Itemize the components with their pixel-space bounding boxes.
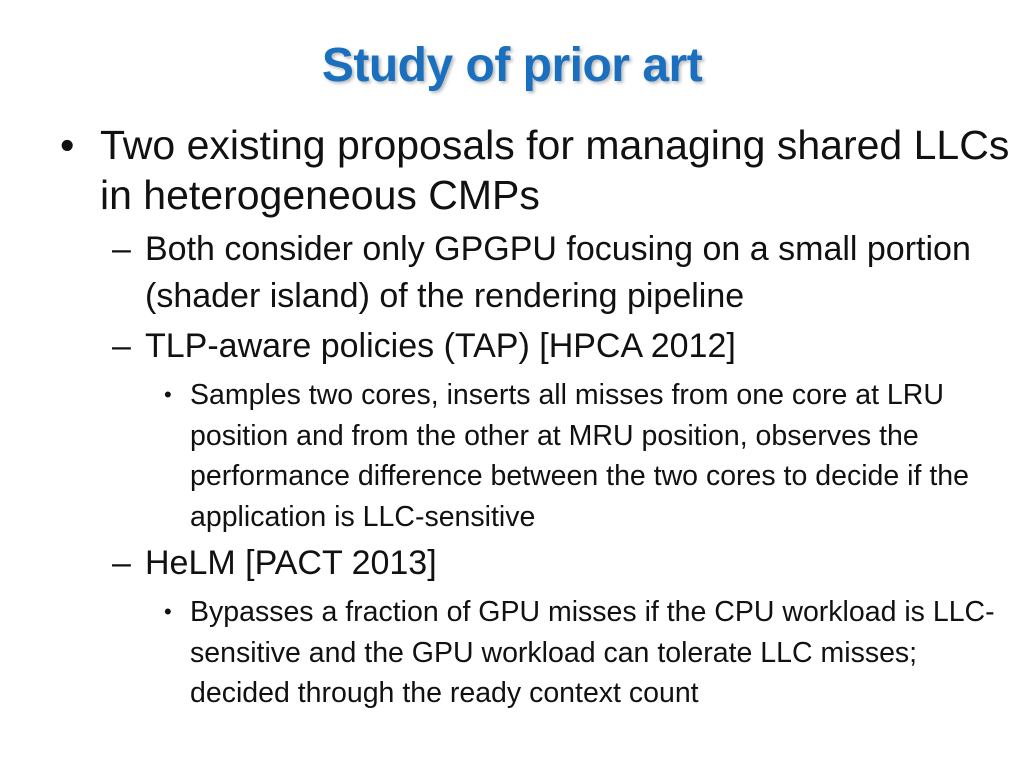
sub-bullet-item [0,540,1024,587]
sub-bullet-marker: – [112,544,131,582]
sub-sub-bullet-marker: • [164,382,172,407]
bullet-marker: • [60,122,75,168]
sub-bullet-text: TLP-aware policies (TAP) [HPCA 2012] [145,327,736,365]
sub-bullet-marker: – [112,327,131,365]
slide-title: Study of prior art [321,39,703,92]
sub-sub-bullet-item [0,592,1024,714]
sub-bullet-text: HeLM [PACT 2013] [145,544,437,582]
slide-body [0,120,1024,714]
sub-bullet-item [0,323,1024,370]
sub-sub-bullet-item [0,375,1024,537]
sub-sub-bullet-text: Samples two cores, inserts all misses from one core at LRU position and from the other at MRU position, observes the performance difference between the two cores to decide if the application is LLC-sensitive [190,379,969,533]
sub-bullet-text: Both consider only GPGPU focusing on a small portion (shader island) of the rendering pipeline [145,230,971,315]
sub-sub-bullet-marker: • [164,599,172,624]
sub-sub-bullet-text: Bypasses a fraction of GPU misses if the CPU workload is LLC-sensitive and the GPU workload can tolerate LLC misses; decided through the ready context count [190,596,995,709]
sub-bullet-item [0,226,1024,320]
bullet-text: Two existing proposals for managing shared LLCs in heterogeneous CMPs [100,122,1010,218]
sub-bullet-marker: – [112,230,131,268]
bullet-item [0,120,1024,220]
